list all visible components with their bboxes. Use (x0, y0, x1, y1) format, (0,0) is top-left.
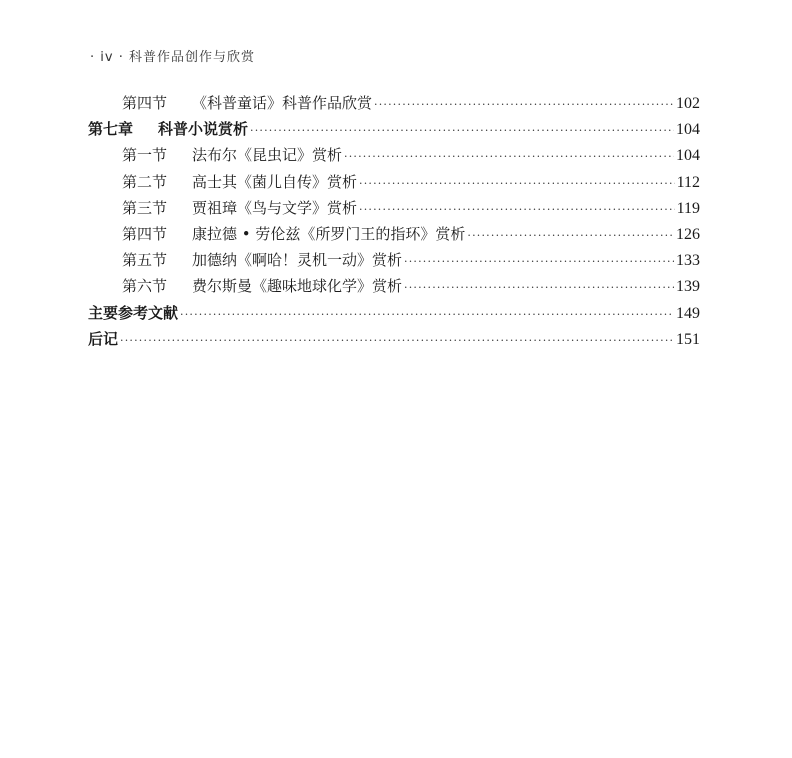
toc-section-label: 第五节 (122, 251, 168, 270)
toc-entry[interactable] (88, 249, 700, 275)
toc-section-label: 第二节 (122, 172, 168, 191)
toc-page-number: 149 (676, 304, 700, 322)
toc-page-number: 139 (676, 278, 700, 296)
toc-section-label: 第三节 (122, 198, 168, 217)
toc-entry-title: 康拉德 • 劳伦兹《所罗门王的指环》赏析 (192, 224, 466, 243)
dot-leader (359, 177, 675, 190)
running-header: · iv · 科普作品创作与欣赏 (90, 50, 255, 65)
toc-chapter-entry[interactable] (88, 118, 700, 144)
dot-leader (404, 255, 674, 268)
dot-leader (359, 203, 675, 216)
toc-backmatter-entry[interactable] (88, 302, 700, 328)
toc-page-number: 104 (676, 147, 700, 165)
toc-page-number: 104 (676, 121, 700, 139)
toc-entry[interactable] (88, 171, 700, 197)
toc-entry-title: 费尔斯曼《趣味地球化学》赏析 (192, 277, 403, 296)
toc-page-number: 112 (676, 173, 700, 191)
toc-page-number: 151 (676, 330, 700, 348)
toc-page-number: 102 (676, 95, 700, 112)
toc-entry-title: 高士其《菌儿自传》赏析 (192, 172, 358, 191)
toc-page-number: 126 (676, 225, 700, 243)
toc-section-label: 第四节 (122, 224, 168, 243)
toc-entry[interactable] (88, 223, 700, 249)
toc-page-number: 133 (676, 252, 700, 270)
dot-leader (250, 124, 674, 137)
toc-backmatter-entry[interactable] (88, 328, 700, 354)
toc-entry-title: 法布尔《昆虫记》赏析 (192, 146, 343, 165)
toc-entry[interactable] (88, 197, 700, 223)
dot-leader (180, 308, 674, 321)
toc-section-label: 第六节 (122, 277, 168, 296)
dot-leader (404, 281, 674, 294)
toc-entry[interactable] (88, 275, 700, 301)
dot-leader (467, 229, 674, 242)
toc-entry-title: 《科普童话》科普作品欣赏 (192, 94, 373, 112)
toc-section-label: 第一节 (122, 146, 168, 165)
table-of-contents (88, 92, 700, 354)
toc-backmatter-title: 主要参考文献 (88, 303, 179, 322)
toc-section-label: 第四节 (122, 94, 168, 112)
dot-leader (374, 98, 674, 111)
dot-leader (120, 334, 674, 347)
toc-entry-title: 加德纳《啊哈！灵机一动》赏析 (192, 251, 403, 270)
dot-leader (344, 150, 674, 163)
toc-chapter-title: 科普小说赏析 (158, 120, 249, 139)
toc-chapter-label: 第七章 (88, 120, 134, 139)
toc-entry-title: 贾祖璋《鸟与文学》赏析 (192, 198, 358, 217)
toc-backmatter-title: 后记 (88, 329, 119, 348)
toc-entry[interactable] (88, 144, 700, 170)
toc-page-number: 119 (676, 199, 700, 217)
toc-entry[interactable] (88, 92, 700, 118)
